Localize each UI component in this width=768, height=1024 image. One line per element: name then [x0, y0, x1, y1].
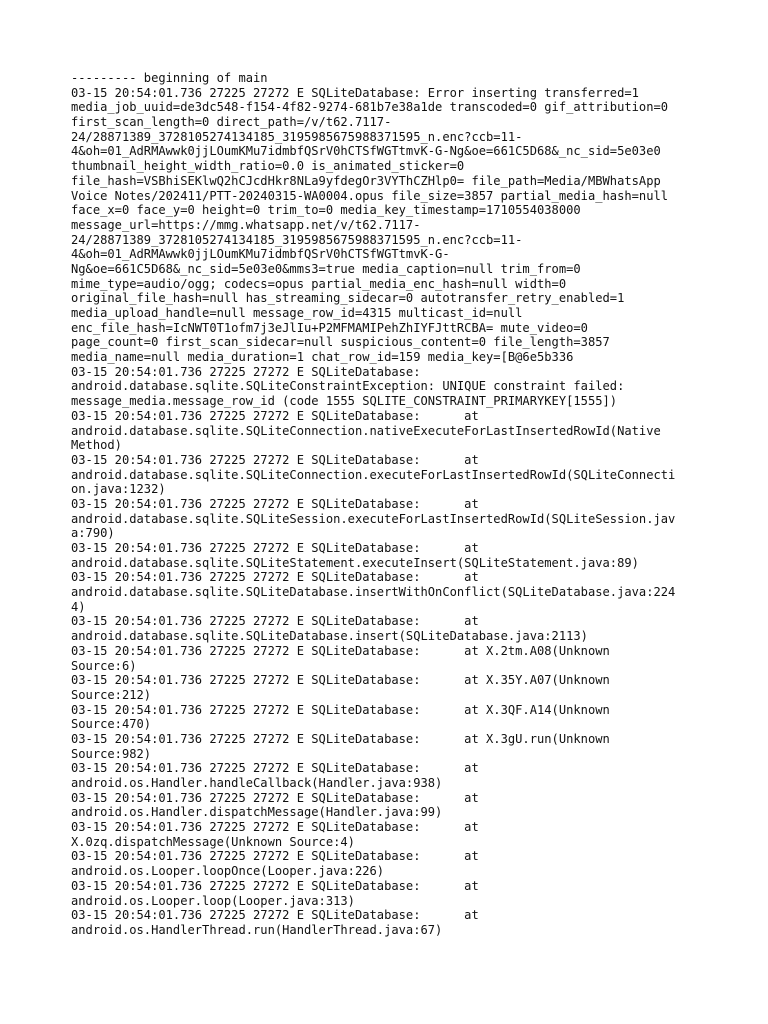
log-line: android.database.sqlite.SQLiteConnection.nativeExecuteForLastInsertedRowId(Native: [71, 423, 661, 438]
log-line: thumbnail_height_width_ratio=0.0 is_animated_sticker=0: [71, 159, 465, 174]
log-line: android.database.sqlite.SQLiteDatabase.insert(SQLiteDatabase.java:2113): [71, 629, 588, 644]
log-line: 03-15 20:54:01.736 27225 27272 E SQLiteDatabase: at X.3gU.run(Unknown: [71, 731, 610, 746]
log-line: 03-15 20:54:01.736 27225 27272 E SQLiteDatabase: at: [71, 614, 479, 629]
log-line: 03-15 20:54:01.736 27225 27272 E SQLiteDatabase:: [71, 364, 421, 379]
log-line: 03-15 20:54:01.736 27225 27272 E SQLiteDatabase: at: [71, 849, 479, 864]
log-line: page_count=0 first_scan_sidecar=null suspicious_content=0 file_length=3857: [71, 335, 610, 350]
log-line: android.database.sqlite.SQLiteSession.executeForLastInsertedRowId(SQLiteSession.jav: [71, 511, 676, 526]
log-line: 03-15 20:54:01.736 27225 27272 E SQLiteDatabase: at: [71, 408, 479, 423]
log-line: 03-15 20:54:01.736 27225 27272 E SQLiteDatabase: at: [71, 570, 479, 585]
log-line: 03-15 20:54:01.736 27225 27272 E SQLiteDatabase: at: [71, 452, 479, 467]
log-line: android.os.Handler.dispatchMessage(Handler.java:99): [71, 805, 443, 820]
log-line: 03-15 20:54:01.736 27225 27272 E SQLiteDatabase: at X.3QF.A14(Unknown: [71, 702, 610, 717]
log-line: android.database.sqlite.SQLiteConnection.executeForLastInsertedRowId(SQLiteConnecti: [71, 467, 676, 482]
log-line: --------- beginning of main: [71, 71, 268, 85]
log-line: original_file_hash=null has_streaming_sidecar=0 autotransfer_retry_enabled=1: [71, 291, 625, 306]
log-line: media_name=null media_duration=1 chat_row_id=159 media_key=[B@6e5b336: [71, 350, 574, 365]
log-line: 03-15 20:54:01.736 27225 27272 E SQLiteDatabase: at: [71, 908, 479, 923]
log-line: 4&oh=01_AdRMAwwk0jjLOumKMu7idmbfQSrV0hCTSfWGTtmvK-G-Ng&oe=661C5D68&_nc_sid=5e03e0: [71, 144, 661, 159]
log-line: mime_type=audio/ogg; codecs=opus partial_media_enc_hash=null width=0: [71, 276, 567, 291]
log-line: Source:212): [71, 687, 152, 702]
log-line: android.os.HandlerThread.run(HandlerThread.java:67): [71, 922, 443, 937]
log-line: enc_file_hash=IcNWT0T1ofm7j3eJlIu+P2MFMAMIPehZhIYFJttRCBA= mute_video=0: [71, 320, 588, 335]
log-line: android.database.sqlite.SQLiteDatabase.insertWithOnConflict(SQLiteDatabase.java:224: [71, 585, 676, 600]
log-line: on.java:1232): [71, 482, 166, 497]
log-line: Source:470): [71, 717, 152, 732]
log-line: 03-15 20:54:01.736 27225 27272 E SQLiteDatabase: at: [71, 790, 479, 805]
log-line: android.os.Looper.loopOnce(Looper.java:226): [71, 864, 385, 879]
log-line: 03-15 20:54:01.736 27225 27272 E SQLiteDatabase: at X.2tm.A08(Unknown: [71, 643, 610, 658]
logcat-output: [71, 71, 711, 938]
log-line: 03-15 20:54:01.736 27225 27272 E SQLiteDatabase: at X.35Y.A07(Unknown: [71, 673, 610, 688]
log-line: 24/28871389_3728105274134185_3195985675988371595_n.enc?ccb=11-: [71, 232, 523, 247]
log-line: 03-15 20:54:01.736 27225 27272 E SQLiteDatabase: Error inserting transferred=1: [71, 85, 639, 100]
log-line: 4&oh=01_AdRMAwwk0jjLOumKMu7idmbfQSrV0hCTSfWGTtmvK-G-: [71, 247, 450, 262]
log-line: media_job_uuid=de3dc548-f154-4f82-9274-681b7e38a1de transcoded=0 gif_attribution=0: [71, 100, 669, 115]
log-line: 4): [71, 599, 86, 614]
log-line: 03-15 20:54:01.736 27225 27272 E SQLiteDatabase: at: [71, 761, 479, 776]
log-line: Method): [71, 438, 122, 453]
log-line: message_url=https://mmg.whatsapp.net/v/t62.7117-: [71, 217, 421, 232]
log-line: android.os.Handler.handleCallback(Handler.java:938): [71, 776, 443, 790]
log-line: Source:6): [71, 658, 137, 673]
log-line: 24/28871389_3728105274134185_3195985675988371595_n.enc?ccb=11-: [71, 129, 523, 144]
log-line: 03-15 20:54:01.736 27225 27272 E SQLiteDatabase: at: [71, 820, 479, 835]
log-line: 03-15 20:54:01.736 27225 27272 E SQLiteDatabase: at: [71, 878, 479, 893]
log-line: android.database.sqlite.SQLiteStatement.executeInsert(SQLiteStatement.java:89): [71, 555, 639, 570]
log-line: media_upload_handle=null message_row_id=4315 multicast_id=null: [71, 306, 523, 320]
log-line: android.database.sqlite.SQLiteConstraintException: UNIQUE constraint failed:: [71, 379, 625, 394]
log-line: Source:982): [71, 746, 152, 761]
log-line: a:790): [71, 526, 115, 541]
log-line: face_x=0 face_y=0 height=0 trim_to=0 media_key_timestamp=1710554038000: [71, 203, 581, 218]
log-line: Ng&oe=661C5D68&_nc_sid=5e03e0&mms3=true media_caption=null trim_from=0: [71, 261, 581, 276]
log-line: 03-15 20:54:01.736 27225 27272 E SQLiteDatabase: at: [71, 541, 479, 555]
log-line: Voice Notes/202411/PTT-20240315-WA0004.opus file_size=3857 partial_media_hash=null: [71, 188, 669, 203]
log-line: 03-15 20:54:01.736 27225 27272 E SQLiteDatabase: at: [71, 496, 479, 511]
log-line: X.0zq.dispatchMessage(Unknown Source:4): [71, 834, 355, 849]
log-line: first_scan_length=0 direct_path=/v/t62.7117-: [71, 115, 392, 130]
log-line: message_media.message_row_id (code 1555 SQLITE_CONSTRAINT_PRIMARYKEY[1555]): [71, 394, 618, 409]
log-line: file_hash=VSBhiSEKlwQ2hCJcdHkr8NLa9yfdegOr3VYThCZHlp0= file_path=Media/MBWhatsApp: [71, 173, 661, 188]
log-line: android.os.Looper.loop(Looper.java:313): [71, 893, 355, 908]
